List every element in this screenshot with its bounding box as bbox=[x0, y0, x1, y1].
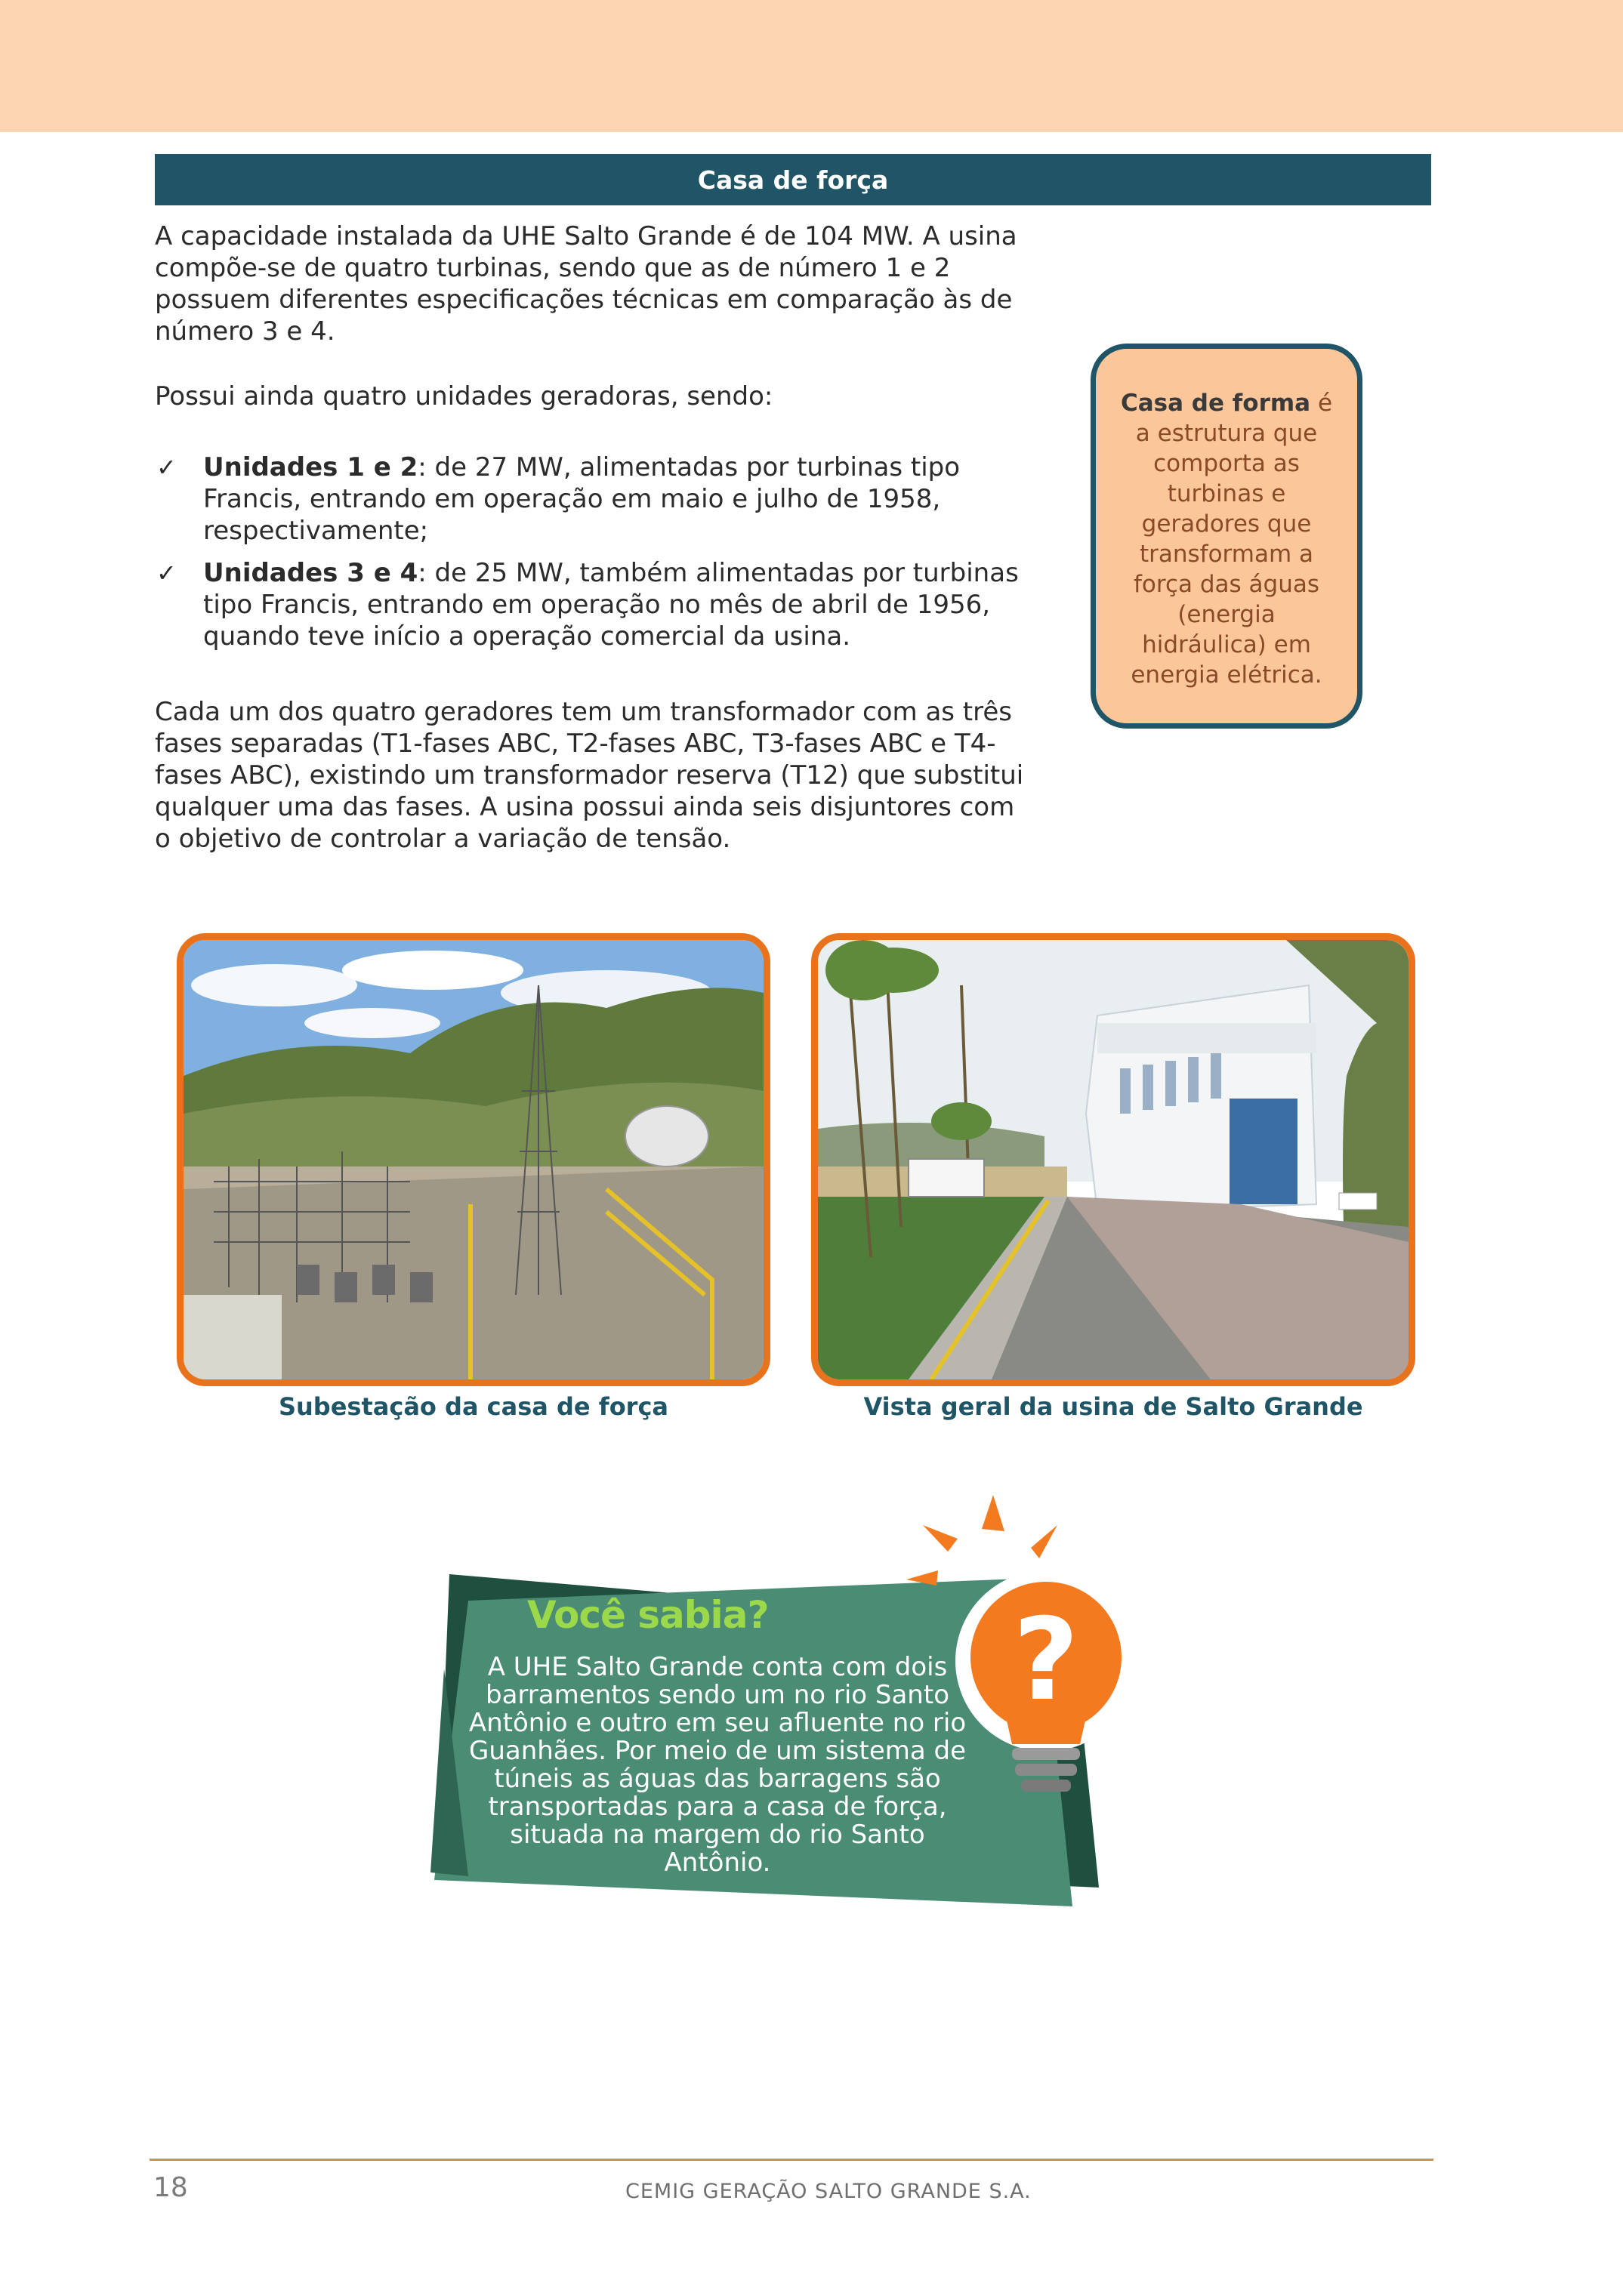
section-header bbox=[155, 154, 1431, 205]
check-icon: ✓ bbox=[156, 559, 177, 587]
definition-term: Casa de forma bbox=[1120, 390, 1311, 417]
intro-paragraph-1: A capacidade instalada da UHE Salto Grande é de 104 MW. A usina compõe-se de quatro turbinas, sendo que as de número 1 e 2 possuem diferentes especificações técnicas em comparação às de número 3 e 4. bbox=[155, 221, 1017, 347]
section-title: Casa de força bbox=[697, 165, 889, 195]
footer-company: CEMIG GERAÇÃO SALTO GRANDE S.A. bbox=[625, 2180, 1032, 2203]
unit-text: : de 27 MW, alimentadas por turbinas tipo Francis, entrando em operação em maio e julho de 1958, respectivamente; bbox=[203, 452, 961, 546]
footer-divider bbox=[150, 2159, 1433, 2161]
units-list bbox=[155, 451, 1031, 663]
substation-caption: Subestação da casa de força bbox=[278, 1392, 669, 1421]
unit-label: Unidades 3 e 4 bbox=[203, 558, 418, 588]
powerhouse-photo bbox=[811, 933, 1415, 1386]
did-you-know-callout bbox=[408, 1495, 1163, 1918]
intro-paragraph-2: Possui ainda quatro unidades geradoras, sendo: bbox=[155, 381, 773, 411]
did-you-know-text: A UHE Salto Grande conta com dois barramentos sendo um no rio Santo Antônio e outro em seu afluente no rio Guanhães. Por meio de um sistema de túneis as águas das barragens são transportadas para a casa de força, situada na margem do rio Santo Antônio. bbox=[468, 1652, 967, 1878]
outro-paragraph: Cada um dos quatro geradores tem um transformador com as três fases separadas (T1-fases ABC, T2-fases ABC, T3-fases ABC e T4-fases ABC), existindo um transformador reserva (T12) que substitui qualquer uma das fases. A usina possui ainda seis disjuntores com o objetivo de controlar a variação de tensão. bbox=[155, 697, 1024, 854]
definition-text: é a estrutura que comporta as turbinas e geradores que transformam a força das águas (energia hidráulica) em energia elétrica. bbox=[1131, 390, 1333, 689]
list-item bbox=[155, 451, 1031, 547]
powerhouse-caption: Vista geral da usina de Salto Grande bbox=[863, 1392, 1363, 1421]
top-band bbox=[0, 0, 1623, 132]
definition-box bbox=[1091, 344, 1362, 729]
did-you-know-title: Você sabia? bbox=[527, 1593, 769, 1637]
unit-text: : de 25 MW, também alimentadas por turbinas tipo Francis, entrando em operação no mês de abril de 1956, quando teve início a operação comercial da usina. bbox=[203, 558, 1019, 652]
substation-photo bbox=[177, 933, 770, 1386]
page-number: 18 bbox=[153, 2172, 188, 2203]
check-icon: ✓ bbox=[156, 453, 177, 482]
svg-text:?: ? bbox=[1013, 1595, 1079, 1726]
list-item bbox=[155, 557, 1031, 652]
unit-label: Unidades 1 e 2 bbox=[203, 452, 418, 482]
